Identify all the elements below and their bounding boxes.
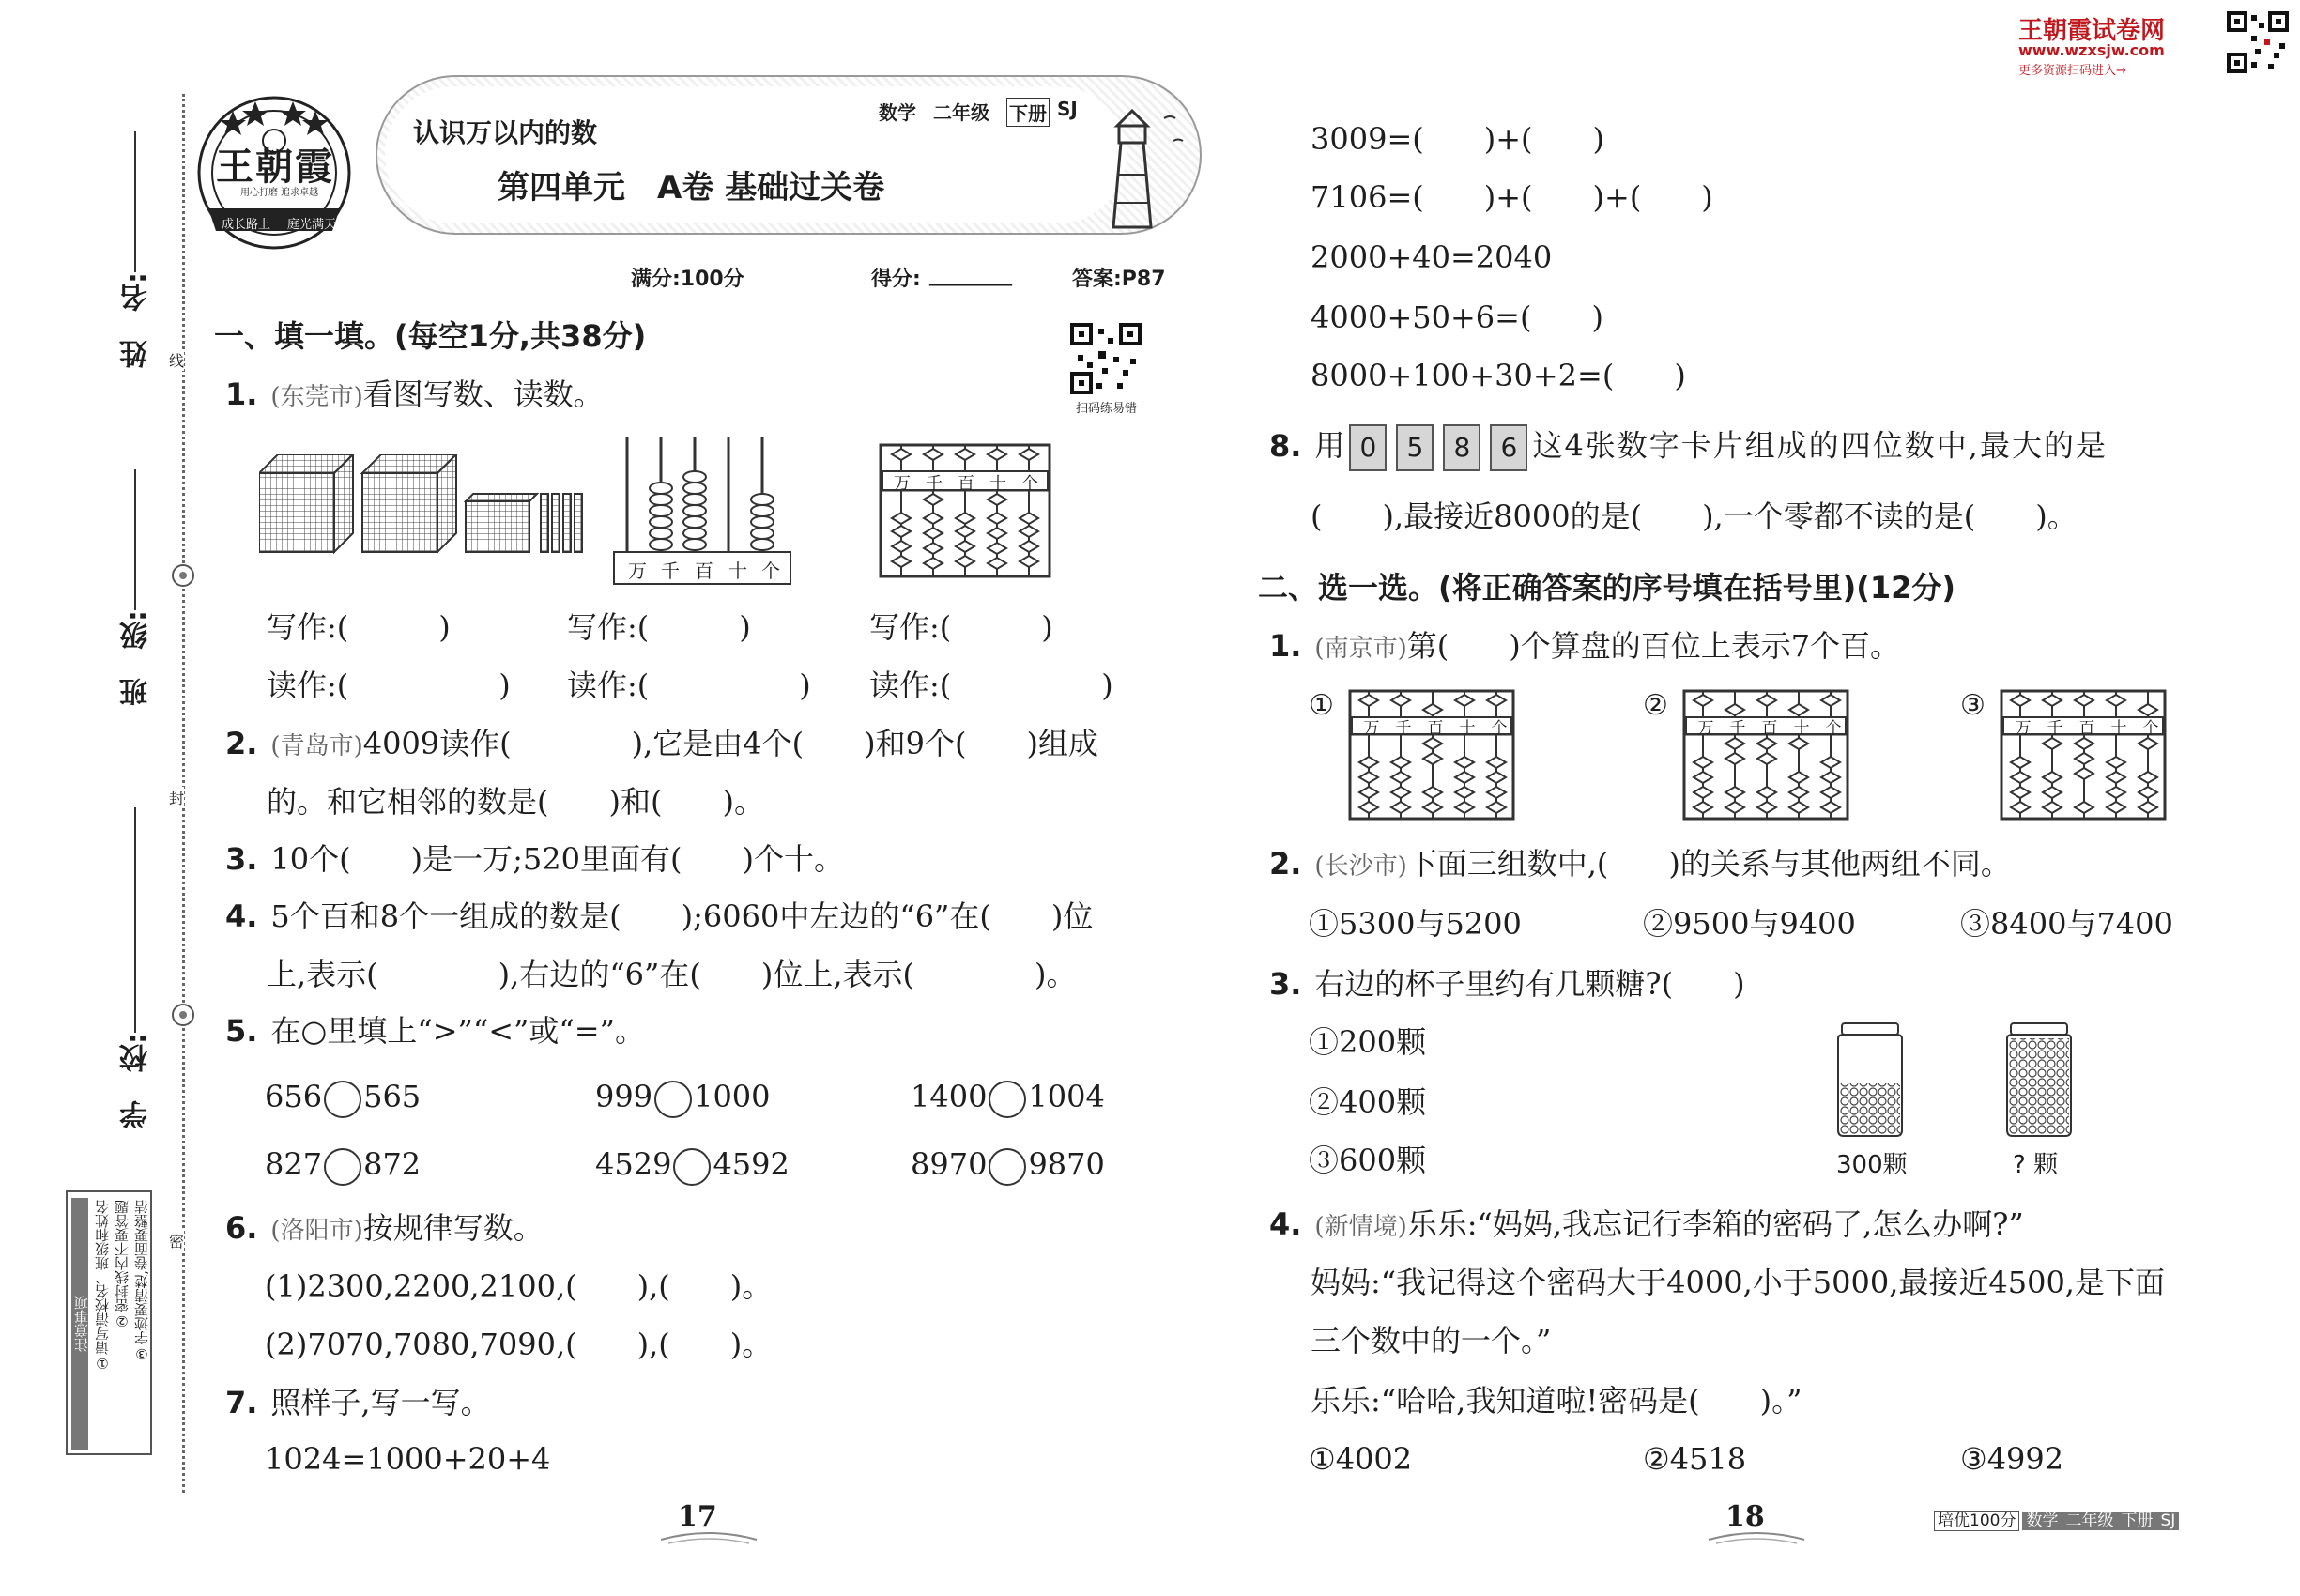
name-label: 姓 名: [120,272,153,368]
ten-rod [575,494,582,552]
q6-text: 按规律写数。 [362,1210,544,1246]
page-flourish-icon [1705,1530,1808,1547]
s2q3-option-2[interactable]: ②400颗 [1309,1084,1427,1120]
q1-write-3[interactable]: 写作:( ) [869,609,1053,645]
q1-write-2[interactable]: 写作:( ) [567,609,751,645]
compare-item: 4529 4592 [595,1145,790,1186]
q7-line-2[interactable]: 7106=( )+( )+( ) [1311,179,1713,215]
hundred-flat [466,494,537,552]
base-ten-blocks-figure [259,454,588,558]
s2q2-option-2[interactable]: ②9500与9400 [1643,906,1856,942]
abacus-icon [1348,689,1517,822]
q8-text: 这4张数字卡片组成的四位数中,最大的是 [1532,427,2108,464]
ten-rod [552,494,560,552]
ten-rod [541,494,548,552]
option-mark: ② [1643,689,1668,722]
q7-number: 7. [225,1385,258,1420]
abacus-labels: 万 千 百 十 个 [2015,719,2159,738]
q1-number: 1. [225,376,258,412]
q8-number: 8. [1269,427,1302,464]
compare-item: 1400 1004 [911,1078,1105,1118]
q2-text[interactable]: 4009读作( ),它是由4个( )和9个( )组成 [362,726,1098,761]
place-label: 千 [926,474,943,494]
qr-caption: 扫码练易错 [1076,402,1138,416]
s2q3 [1269,965,1745,1003]
q3-number: 3. [225,841,258,877]
q7 [225,1384,491,1421]
compare-circle[interactable] [989,1148,1026,1186]
s2q2 [1269,845,2011,885]
s2q2-option-3[interactable]: ③8400与7400 [1960,906,2173,942]
abacus-figure [879,441,1053,582]
q7-line-3: 2000+40=2040 [1311,239,1553,275]
abacus-labels [886,474,1046,495]
q6-line1[interactable]: (1)2300,2200,2100,( ),( )。 [265,1268,773,1304]
q1-text: 看图写数、读数。 [362,376,604,412]
q8-pre: 用 [1314,427,1345,464]
score-label: 得分: [871,268,921,291]
seal-mark-seal: 封 [169,787,184,808]
s2q4-line2: 妈妈:“我记得这个密码大于4000,小于5000,最接近4500,是下面 [1311,1265,2165,1300]
digit-card: 6 [1490,424,1527,471]
s2q4-number: 4. [1269,1206,1302,1242]
q2-source: (青岛市) [270,732,363,760]
place-label: 百 [695,560,713,582]
logo-text: 王朝霞 [216,145,334,189]
option-mark: ③ [1960,689,1986,722]
s2q3-text[interactable]: 右边的杯子里约有几颗糖?( ) [1314,966,1745,1002]
q2-line2[interactable]: 的。和它相邻的数是( )和( )。 [267,784,764,820]
topic-title: 认识万以内的数 [413,117,598,148]
q7-line-1[interactable]: 3009=( )+( ) [1311,121,1605,157]
page-flourish-icon [657,1530,760,1547]
brand-qr-code[interactable] [2227,11,2289,73]
compare-item: 999 1000 [595,1078,771,1118]
footer-series: 培优100分 [1934,1511,2019,1531]
school-label: 学 校: [120,1033,153,1128]
compare-item: 827 872 [265,1145,421,1186]
answer-page: 答案:P87 [1072,268,1166,291]
place-label: 百 [958,474,974,494]
q1-read-1[interactable]: 读作:( ) [267,668,511,703]
abacus-icon [1682,689,1851,822]
s2q1-source: (南京市) [1314,635,1407,663]
q6-source: (洛阳市) [270,1217,363,1245]
s2q1-number: 1. [1269,628,1302,664]
q7-text: 照样子,写一写。 [270,1385,491,1420]
q1-write-1[interactable]: 写作:( ) [267,609,451,645]
notes-title: 注意事项 [71,1198,88,1450]
s2q4-option-3[interactable]: ③4992 [1960,1441,2064,1477]
page-number-right: 18 [1725,1500,1765,1533]
place-label: 万 [628,560,647,582]
place-label: 个 [761,560,780,582]
thousand-cube-1 [259,454,353,552]
s2q4-option-1[interactable]: ①4002 [1309,1441,1413,1477]
s2q4-source: (新情境) [1314,1213,1407,1241]
brand-block [2018,11,2291,77]
section1-title: 一、填一填。(每空1分,共38分) [214,318,647,354]
footer-subject: 数学 [2022,1512,2062,1530]
s2q3-option-3[interactable]: ③600颗 [1309,1143,1427,1178]
q4-line2[interactable]: 上,表示( ),右边的“6”在( )位上,表示( )。 [267,957,1077,992]
compare-circle[interactable] [324,1081,361,1118]
class-label: 班 级: [120,610,153,706]
q3 [225,840,844,878]
q6-line2[interactable]: (2)7070,7080,7090,( ),( )。 [265,1327,773,1362]
digit-card: 8 [1443,424,1480,471]
edition-tag: SJ [1057,98,1078,120]
place-label: 十 [989,474,1006,494]
logo-tag-2: 庭光满天 [287,218,337,232]
compare-circle[interactable] [324,1148,361,1186]
q3-text[interactable]: 10个( )是一万;520里面有( )个十。 [270,841,844,877]
logo-motto: 用心打磨 追求卓越 [240,188,319,198]
s2q2-text[interactable]: 下面三组数中,( )的关系与其他两组不同。 [1406,846,2011,882]
counting-frame-labels [621,556,787,583]
section2-title: 二、选一选。(将正确答案的序号填在括号里)(12分) [1258,570,1956,606]
s2q4-text: 乐乐:“妈妈,我忘记行李箱的密码了,怎么办啊?” [1406,1206,2024,1242]
q5 [225,1012,645,1050]
s2q4-option-2[interactable]: ②4518 [1643,1441,1747,1477]
place-label: 万 [894,474,911,494]
footer-grade: 二年级 [2062,1512,2117,1530]
q8-line1 [1269,424,2108,471]
footer-edition: SJ [2156,1512,2179,1530]
brand-name: 王朝霞试卷网 [2018,17,2166,45]
name-field[interactable] [134,131,136,272]
seal-clip-icon [171,1003,195,1027]
digit-card: 0 [1349,424,1387,471]
logo-tag-1: 成长路上 [222,218,271,232]
abacus-labels: 万 千 百 十 个 [1363,719,1508,738]
digit-card: 5 [1396,424,1434,471]
note-3: ③字迹要清楚,卷面要整洁 [133,1200,150,1362]
grade-tag: 二年级 [933,101,989,124]
s2q4-line1 [1269,1205,2024,1246]
brand-sub: 更多资源扫码进入→ [2018,64,2126,78]
compare-circle[interactable] [654,1081,692,1118]
q6 [225,1209,544,1250]
compare-circle[interactable] [989,1081,1026,1118]
ten-rod [563,494,571,552]
s2q2-source: (长沙市) [1314,852,1407,881]
q8-line2[interactable]: ( ),最接近8000的是( ),一个零都不读的是( )。 [1311,499,2078,534]
s2q3-option-1[interactable]: ①200颗 [1309,1024,1427,1060]
q6-number: 6. [225,1210,258,1246]
s2q2-option-1[interactable]: ①5300与5200 [1309,906,1522,942]
s2q4-line4[interactable]: 乐乐:“哈哈,我知道啦!密码是( )。” [1311,1383,1802,1419]
s2q4-line3: 三个数中的一个。” [1311,1323,1552,1358]
q2-line1 [225,725,1098,765]
q5-text: 在○里填上“>”“<”或“=”。 [270,1013,645,1049]
place-label: 个 [1021,474,1038,494]
score-field[interactable]: ________ [929,263,1012,286]
footer-volume: 下册 [2117,1512,2156,1530]
q1-source: (东莞市) [270,383,363,411]
q7-line-5[interactable]: 8000+100+30+2=( ) [1311,358,1686,393]
abacus-labels: 万 千 百 十 个 [1697,719,1842,738]
school-field[interactable] [134,807,136,1033]
seal-clip-icon [171,563,195,588]
jar-2-label: ? 颗 [2013,1151,2059,1179]
page-title: 第四单元 A卷 基础过关卷 [498,169,885,207]
option-mark: ① [1309,689,1334,722]
seal-mark-secret: 密 [169,1230,184,1251]
q2-number: 2. [225,726,258,761]
s2q2-number: 2. [1269,846,1302,882]
page-number-left: 17 [678,1500,717,1533]
brand-url[interactable]: www.wzxsjw.com [2018,41,2165,59]
candy-jar-1-icon [1831,1021,1909,1138]
full-score: 满分:100分 [631,268,744,291]
seal-mark-line: 线 [169,349,184,371]
class-field[interactable] [134,469,136,610]
subject-tag: 数学 [879,101,916,124]
q7-example: 1024=1000+20+4 [265,1441,551,1477]
note-2: ②密封线内不要答题 [114,1200,130,1329]
place-label: 十 [728,560,747,582]
q4-line1 [225,898,1093,935]
compare-item: 656 565 [265,1078,421,1118]
compare-item: 8970 9870 [911,1145,1105,1186]
candy-jar-2-icon [2000,1021,2078,1138]
s2q3-number: 3. [1269,966,1302,1002]
q5-number: 5. [225,1013,258,1049]
s2q1 [1269,627,1900,668]
q1-read-2[interactable]: 读作:( ) [567,668,811,703]
note-1: ①请写清校名、班级和姓名 [94,1200,111,1372]
exercise-qr-code[interactable] [1070,323,1142,394]
thousand-cube-2 [362,454,456,552]
q4-text[interactable]: 5个百和8个一组成的数是( );6060中左边的“6”在( )位 [270,898,1094,934]
place-label: 千 [661,560,680,582]
q1-read-3[interactable]: 读作:( ) [869,668,1113,703]
q4-number: 4. [225,898,258,934]
q7-line-4[interactable]: 4000+50+6=( ) [1311,299,1603,335]
lighthouse-icon [1080,100,1192,231]
abacus-icon [2000,689,2169,822]
volume-tag: 下册 [1006,98,1050,127]
compare-circle[interactable] [673,1148,711,1186]
jar-1-label: 300颗 [1836,1151,1908,1179]
s2q1-text[interactable]: 第( )个算盘的百位上表示7个百。 [1406,628,1901,664]
footer-tag [1934,1510,2179,1532]
q1 [225,376,604,416]
notes-box [66,1190,152,1455]
